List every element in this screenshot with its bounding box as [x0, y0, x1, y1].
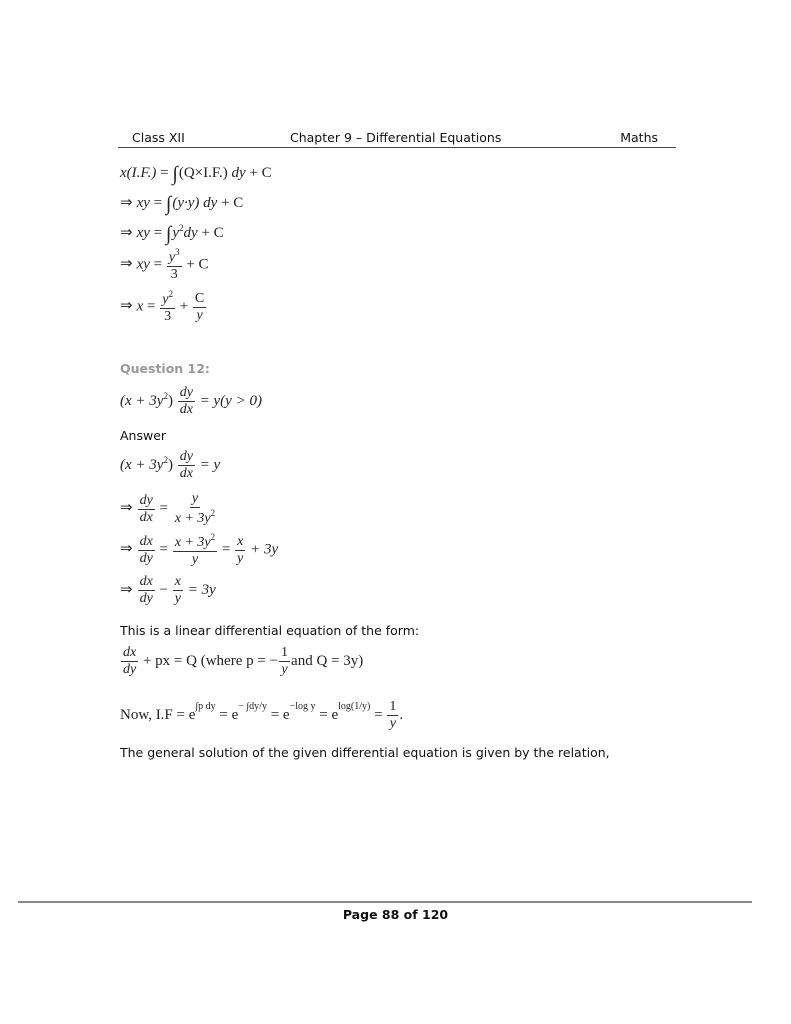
fraction: $\frac{1}{y}$: [389, 699, 397, 731]
linear-form-equation: $\frac{dx}{dy}$ + px = Q (where p = − $\frac{1}{y}$ and Q = 3y): [123, 645, 364, 677]
equation-line-5: ⇒ x = $\frac{y^2}{3}$ + $\frac{C}{y}$: [120, 289, 205, 324]
equation-line-2: ⇒ xy = ∫(y·y) dy + C: [120, 193, 244, 215]
page-number: Page 88 of 120: [342, 907, 449, 922]
equation-line-4: ⇒ xy = $\frac{y^3}{3}$ + C: [120, 247, 209, 282]
fraction: $\frac{dy}{dx}$: [179, 449, 193, 481]
fraction: $\frac{1}{y}$: [281, 645, 289, 677]
question-equation: $(x + 3y^2)$ $\frac{dy}{dx}$ = y(y > 0): [120, 385, 262, 417]
equation-line-1: x(I.F.) = ∫(Q×I.F.) dy + C: [120, 163, 272, 185]
chapter-label: Chapter 9 – Differential Equations: [290, 130, 502, 145]
fraction: $\frac{dx}{dy}$: [139, 574, 153, 606]
fraction: $\frac{dy}{dx}$: [179, 385, 193, 417]
fraction: $\frac{dx}{dy}$: [139, 533, 153, 566]
linear-form-text: This is a linear differential equation of the form:: [120, 623, 420, 638]
question-label: Question 12:: [120, 361, 210, 376]
answer-step-1: $(x + 3y^2)$ $\frac{dy}{dx}$ = y: [120, 449, 221, 481]
answer-step-3: ⇒ $\frac{dx}{dy}$ = $\frac{x + 3y^2}{y}$ = $\frac{x}{y}$ + 3y: [120, 532, 279, 567]
page-header: [118, 129, 676, 148]
fraction: $\frac{C}{y}$: [194, 290, 205, 323]
fraction: $\frac{dx}{dy}$: [123, 645, 137, 677]
answer-step-4: ⇒ $\frac{dx}{dy}$ − $\frac{x}{y}$ = 3y: [120, 574, 216, 606]
answer-label: Answer: [120, 428, 167, 443]
fraction: $\frac{y^3}{3}$: [168, 247, 180, 282]
integral-sign: ∫: [165, 193, 172, 215]
fraction: $\frac{x}{y}$: [237, 533, 244, 566]
integral-sign: ∫: [165, 223, 172, 245]
answer-step-2: ⇒ $\frac{dy}{dx}$ = $\frac{y}{x + 3y^2}$: [120, 491, 216, 526]
fraction: $\frac{x}{y}$: [174, 574, 181, 606]
fraction: $\frac{y^2}{3}$: [162, 289, 173, 324]
fraction: $\frac{y}{x + 3y^2}$: [174, 491, 216, 526]
integral-sign: ∫: [172, 163, 178, 185]
fraction: $\frac{dy}{dx}$: [139, 492, 153, 525]
general-solution-text: The general solution of the given differential equation is given by the relation,: [120, 745, 610, 760]
footer-divider: [18, 901, 752, 903]
subject-label: Maths: [620, 130, 658, 145]
fraction: $\frac{x + 3y^2}{y}$: [174, 532, 216, 567]
class-label: Class XII: [132, 130, 185, 145]
equation-line-3: ⇒ xy = $\int y^2dy + C$: [120, 223, 224, 245]
integrating-factor-line: Now, $I.F = e^{\int p dy} = e^{- \int dy/y} = e^{-log y} = e^{log(1/y)}$ = $\frac{1}{y}$ .: [120, 699, 404, 731]
